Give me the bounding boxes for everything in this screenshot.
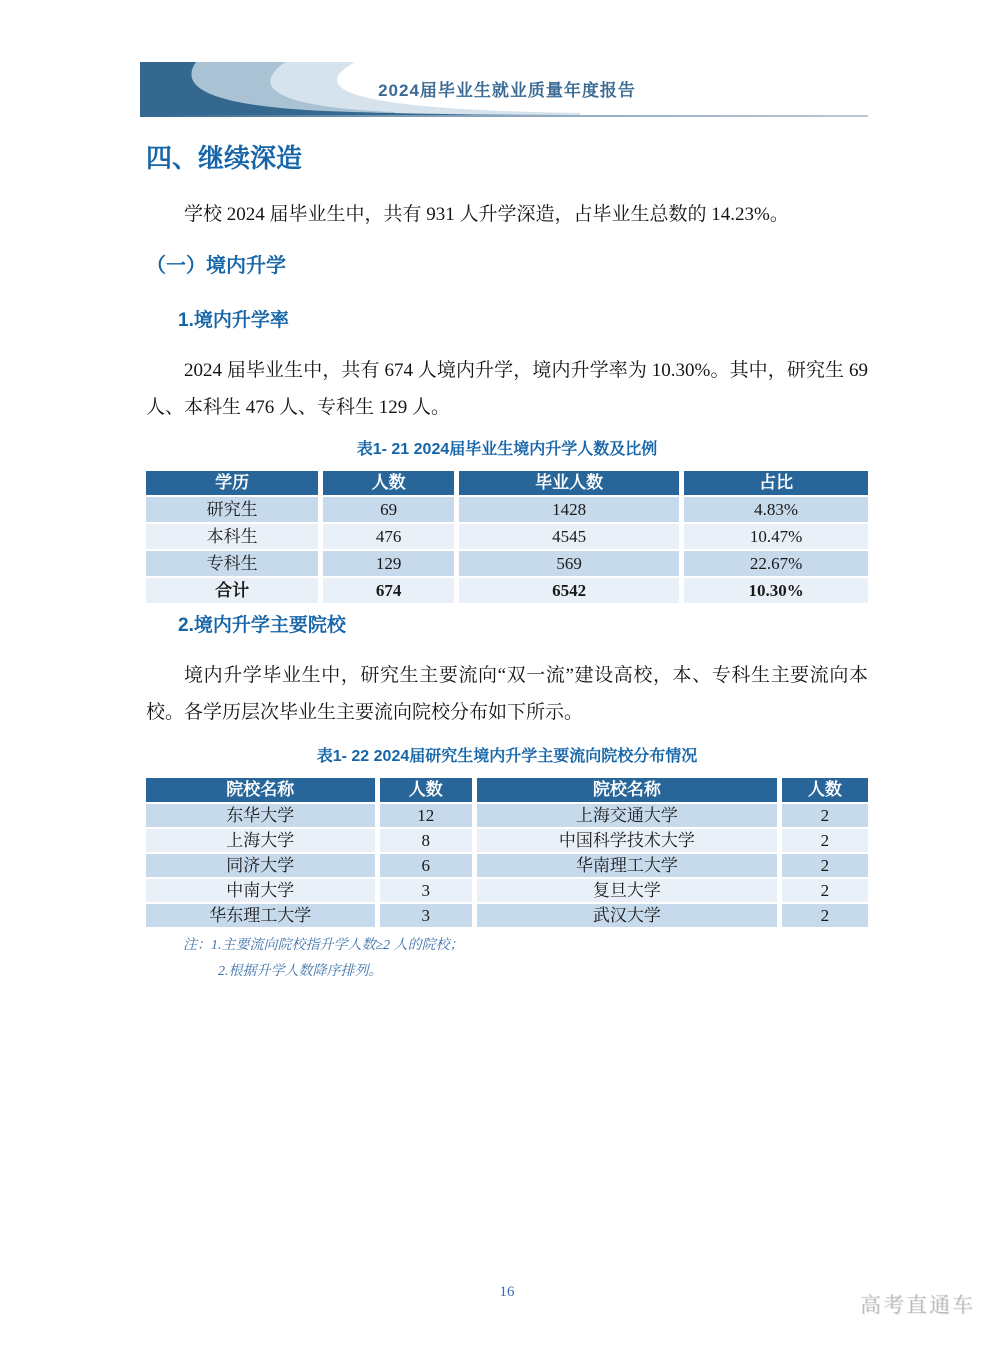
table-cell: 中国科学技术大学 bbox=[475, 828, 780, 853]
table-header-row bbox=[146, 471, 868, 496]
table-body bbox=[146, 496, 868, 577]
table-header-row bbox=[146, 778, 868, 803]
table-cell: 上海交通大学 bbox=[475, 803, 780, 828]
table-cell: 中南大学 bbox=[146, 878, 377, 903]
column-header: 人数 bbox=[321, 471, 457, 496]
domestic-enrollment-table bbox=[146, 471, 868, 603]
table-row bbox=[146, 523, 868, 550]
table-cell: 合计 bbox=[146, 577, 321, 603]
table-row bbox=[146, 828, 868, 853]
table-cell: 6 bbox=[377, 853, 474, 878]
table-cell: 2 bbox=[779, 803, 868, 828]
table-cell: 22.67% bbox=[682, 550, 868, 577]
table-cell: 674 bbox=[321, 577, 457, 603]
table-notes bbox=[146, 934, 868, 984]
column-header: 学历 bbox=[146, 471, 321, 496]
table-cell: 3 bbox=[377, 903, 474, 927]
table-row bbox=[146, 550, 868, 577]
table-cell: 476 bbox=[321, 523, 457, 550]
table-cell: 129 bbox=[321, 550, 457, 577]
watermark-text: 高考直通车 bbox=[860, 1294, 975, 1317]
table-cell: 专科生 bbox=[146, 550, 321, 577]
table-cell: 569 bbox=[456, 550, 681, 577]
sub-heading-main-institutions: 2.境内升学主要院校 bbox=[178, 615, 346, 636]
table-cell: 10.30% bbox=[682, 577, 868, 603]
table1-caption: 表1- 21 2024届毕业生境内升学人数及比例 bbox=[356, 441, 658, 458]
table-cell: 8 bbox=[377, 828, 474, 853]
column-header: 院校名称 bbox=[146, 778, 377, 803]
table-cell: 69 bbox=[321, 496, 457, 523]
table-cell: 4.83% bbox=[682, 496, 868, 523]
table-cell: 2 bbox=[779, 878, 868, 903]
page-number: 16 bbox=[499, 1284, 515, 1300]
note-line: 2.根据升学人数降序排列。 bbox=[218, 964, 383, 979]
table-cell: 东华大学 bbox=[146, 803, 377, 828]
section-title: 四、继续深造 bbox=[146, 143, 303, 173]
table-cell: 1428 bbox=[456, 496, 681, 523]
table-cell: 华南理工大学 bbox=[475, 853, 780, 878]
table-row bbox=[146, 853, 868, 878]
table-row bbox=[146, 803, 868, 828]
sub-heading-domestic-rate: 1.境内升学率 bbox=[178, 310, 289, 331]
table-cell: 华东理工大学 bbox=[146, 903, 377, 927]
header-divider bbox=[146, 115, 868, 117]
table-cell: 同济大学 bbox=[146, 853, 377, 878]
column-header: 占比 bbox=[682, 471, 868, 496]
table-cell: 上海大学 bbox=[146, 828, 377, 853]
main-institutions-paragraph: 境内升学毕业生中，研究生主要流向“双一流”建设高校，本、专科生主要流向本校。各学历层次毕业生主要流向院校分布如下所示。 bbox=[146, 665, 868, 723]
domestic-rate-paragraph: 2024 届毕业生中，共有 674 人境内升学，境内升学率为 10.30%。其中，研究生 69 人、本科生 476 人、专科生 129 人。 bbox=[146, 360, 868, 418]
column-header: 毕业人数 bbox=[456, 471, 681, 496]
report-header-title: 2024届毕业生就业质量年度报告 bbox=[378, 81, 636, 100]
table2-caption: 表1- 22 2024届研究生境内升学主要流向院校分布情况 bbox=[316, 748, 698, 765]
column-header: 人数 bbox=[779, 778, 868, 803]
table-cell: 12 bbox=[377, 803, 474, 828]
table-cell: 4545 bbox=[456, 523, 681, 550]
table-row bbox=[146, 496, 868, 523]
table-cell: 2 bbox=[779, 853, 868, 878]
table-cell: 2 bbox=[779, 903, 868, 927]
page-content bbox=[146, 118, 868, 984]
table-cell: 10.47% bbox=[682, 523, 868, 550]
table-body bbox=[146, 803, 868, 927]
table-row bbox=[146, 878, 868, 903]
note-line: 注：1.主要流向院校指升学人数≥2 人的院校； bbox=[183, 938, 464, 953]
table-cell: 2 bbox=[779, 828, 868, 853]
table-cell: 6542 bbox=[456, 577, 681, 603]
table-cell: 研究生 bbox=[146, 496, 321, 523]
table-row bbox=[146, 903, 868, 927]
column-header: 院校名称 bbox=[475, 778, 780, 803]
table-total-row bbox=[146, 577, 868, 603]
institution-distribution-table bbox=[146, 778, 868, 927]
table-cell: 武汉大学 bbox=[475, 903, 780, 927]
table-cell: 复旦大学 bbox=[475, 878, 780, 903]
subsection-title: （一）境内升学 bbox=[146, 255, 286, 277]
column-header: 人数 bbox=[377, 778, 474, 803]
table-cell: 3 bbox=[377, 878, 474, 903]
section-intro-paragraph: 学校 2024 届毕业生中，共有 931 人升学深造，占毕业生总数的 14.23%。 bbox=[184, 204, 789, 225]
table-cell: 本科生 bbox=[146, 523, 321, 550]
